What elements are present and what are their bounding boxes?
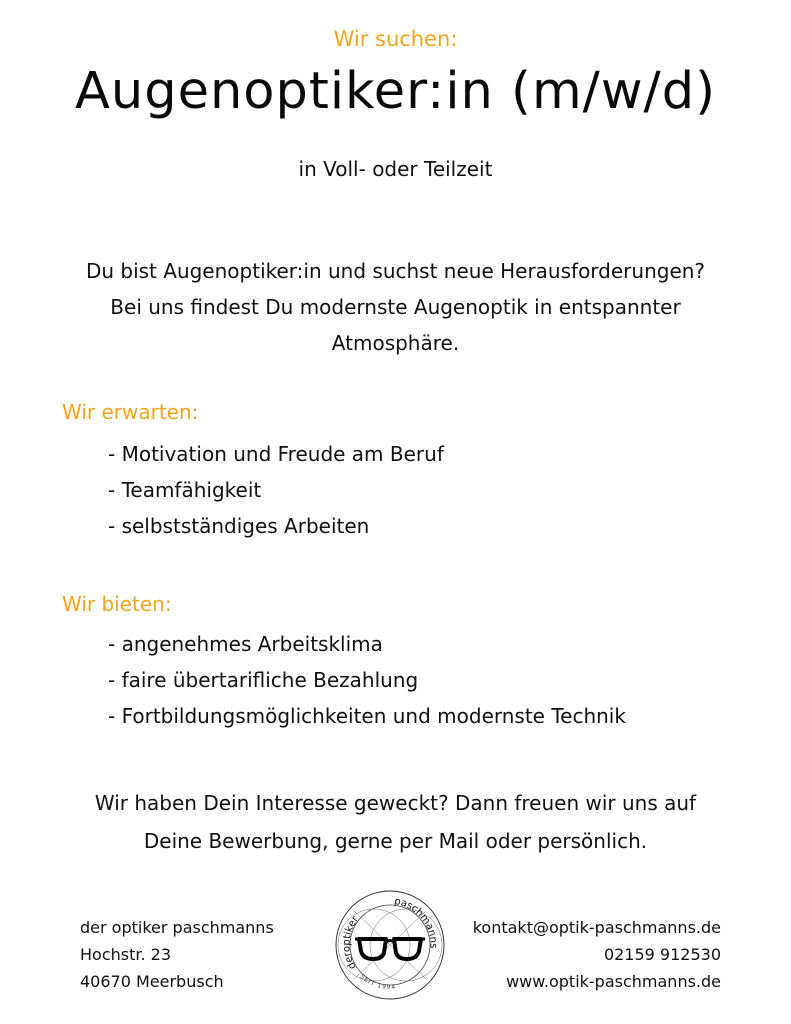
job-title: Augenoptiker:in (m/w/d) (74, 62, 716, 121)
glasses-icon (355, 939, 425, 959)
street-address: Hochstr. 23 (80, 945, 172, 964)
closing-line: Wir haben Dein Interesse geweckt? Dann freuen wir uns auf (94, 791, 697, 815)
employment-type: in Voll- oder Teilzeit (298, 157, 493, 181)
offer-heading: Wir bieten: (62, 592, 172, 616)
brand-logo (334, 889, 446, 1001)
closing-line: Deine Bewerbung, gerne per Mail oder persönlich. (143, 829, 648, 853)
email-link[interactable]: kontakt@optik-paschmanns.de (472, 918, 721, 937)
list-item: - Motivation und Freude am Beruf (108, 442, 444, 466)
website-link[interactable]: www.optik-paschmanns.de (506, 972, 721, 991)
city-address: 40670 Meerbusch (80, 972, 224, 991)
logo-text-right: paschmanns (393, 896, 439, 949)
logo-text-left: deroptiker (341, 914, 362, 971)
list-item: - selbstständiges Arbeiten (108, 514, 370, 538)
list-item: - faire übertarifliche Bezahlung (108, 668, 419, 692)
svg-text:SEIT 1994 (359, 973, 397, 991)
company-name: der optiker paschmanns (80, 918, 274, 937)
contact-block (473, 914, 721, 995)
kicker-heading: Wir suchen: (333, 27, 458, 51)
phone-number: 02159 912530 (603, 945, 721, 964)
list-item: - Fortbildungsmöglichkeiten und modernste Technik (108, 704, 626, 728)
intro-line: Bei uns findest Du modernste Augenoptik in entspannter (110, 295, 681, 319)
address-block (80, 914, 274, 995)
expect-heading: Wir erwarten: (62, 400, 199, 424)
offer-list (108, 626, 626, 734)
expect-list (108, 436, 444, 544)
list-item: - angenehmes Arbeitsklima (108, 632, 383, 656)
logo-text-bottom: SEIT 1994 (358, 973, 397, 991)
intro-line: Atmosphäre. (331, 331, 460, 355)
intro-line: Du bist Augenoptiker:in und suchst neue Herausforderungen? (85, 259, 706, 283)
list-item: - Teamfähigkeit (108, 478, 262, 502)
intro-text (0, 253, 791, 361)
closing-text (0, 784, 791, 860)
